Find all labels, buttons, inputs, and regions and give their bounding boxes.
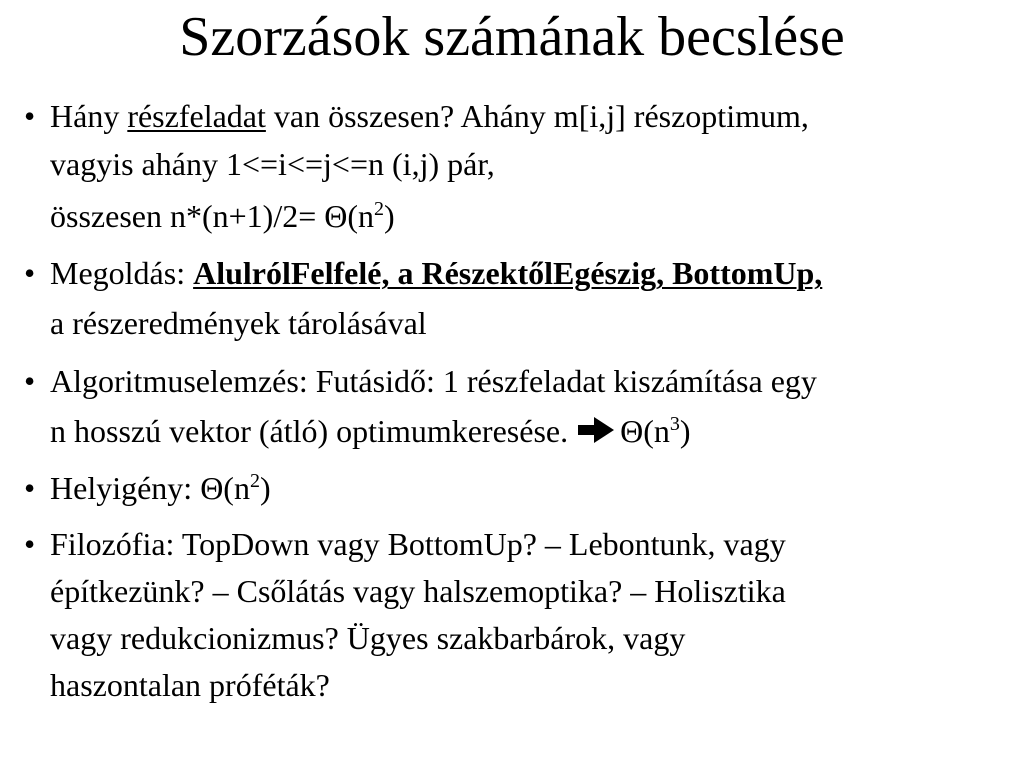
text-span: ): [679, 413, 691, 449]
item-line: a részeredmények tárolásával: [50, 305, 427, 341]
text-span: ): [384, 198, 395, 234]
item-line: [50, 469, 271, 507]
item-line: vagyis ahány 1<=i<=j<=n (i,j) pár,: [50, 146, 495, 182]
item-line: [50, 97, 809, 135]
superscript: 3: [669, 413, 680, 435]
bullet-marker: •: [24, 98, 36, 134]
text-span: Megoldás:: [50, 255, 194, 291]
text-span: n hosszú vektor (átló) optimumkeresése.: [50, 413, 577, 449]
text-span: ): [259, 470, 271, 506]
bullet-marker: •: [24, 255, 36, 291]
item-line: építkezünk? – Csőlátás vagy halszemoptika? – Holisztika: [50, 573, 786, 609]
slide-title: Szorzások számának becslése: [179, 6, 845, 68]
item-line: vagy redukcionizmus? Ügyes szakbarbárok, vagy: [50, 620, 686, 656]
right-arrow-icon: [576, 415, 616, 445]
text-span: Hány: [50, 98, 128, 134]
superscript: 2: [249, 470, 260, 492]
item-line: [50, 412, 691, 450]
bullet-marker: •: [24, 363, 36, 399]
item-line: Algoritmuselemzés: Futásidő: 1 részfeladat kiszámítása egy: [50, 363, 817, 399]
subproblem-link[interactable]: részfeladat: [127, 98, 266, 134]
item-line: [50, 254, 822, 292]
item-line: haszontalan próféták?: [50, 667, 330, 703]
item-line: [50, 197, 395, 235]
item-line: Filozófia: TopDown vagy BottomUp? – Lebontunk, vagy: [50, 526, 786, 562]
solution-method-link[interactable]: AlulrólFelfelé, a RészektőlEgészig, BottomUp,: [193, 255, 823, 291]
text-span: összesen n*(n+1)/2= Θ(n: [50, 198, 375, 234]
text-span: Helyigény: Θ(n: [50, 470, 250, 506]
superscript: 2: [374, 198, 385, 220]
bullet-marker: •: [24, 470, 36, 506]
text-span: van összesen? Ahány m[i,j] részoptimum,: [265, 98, 809, 134]
text-span: Θ(n: [620, 413, 670, 449]
bullet-marker: •: [24, 526, 36, 562]
